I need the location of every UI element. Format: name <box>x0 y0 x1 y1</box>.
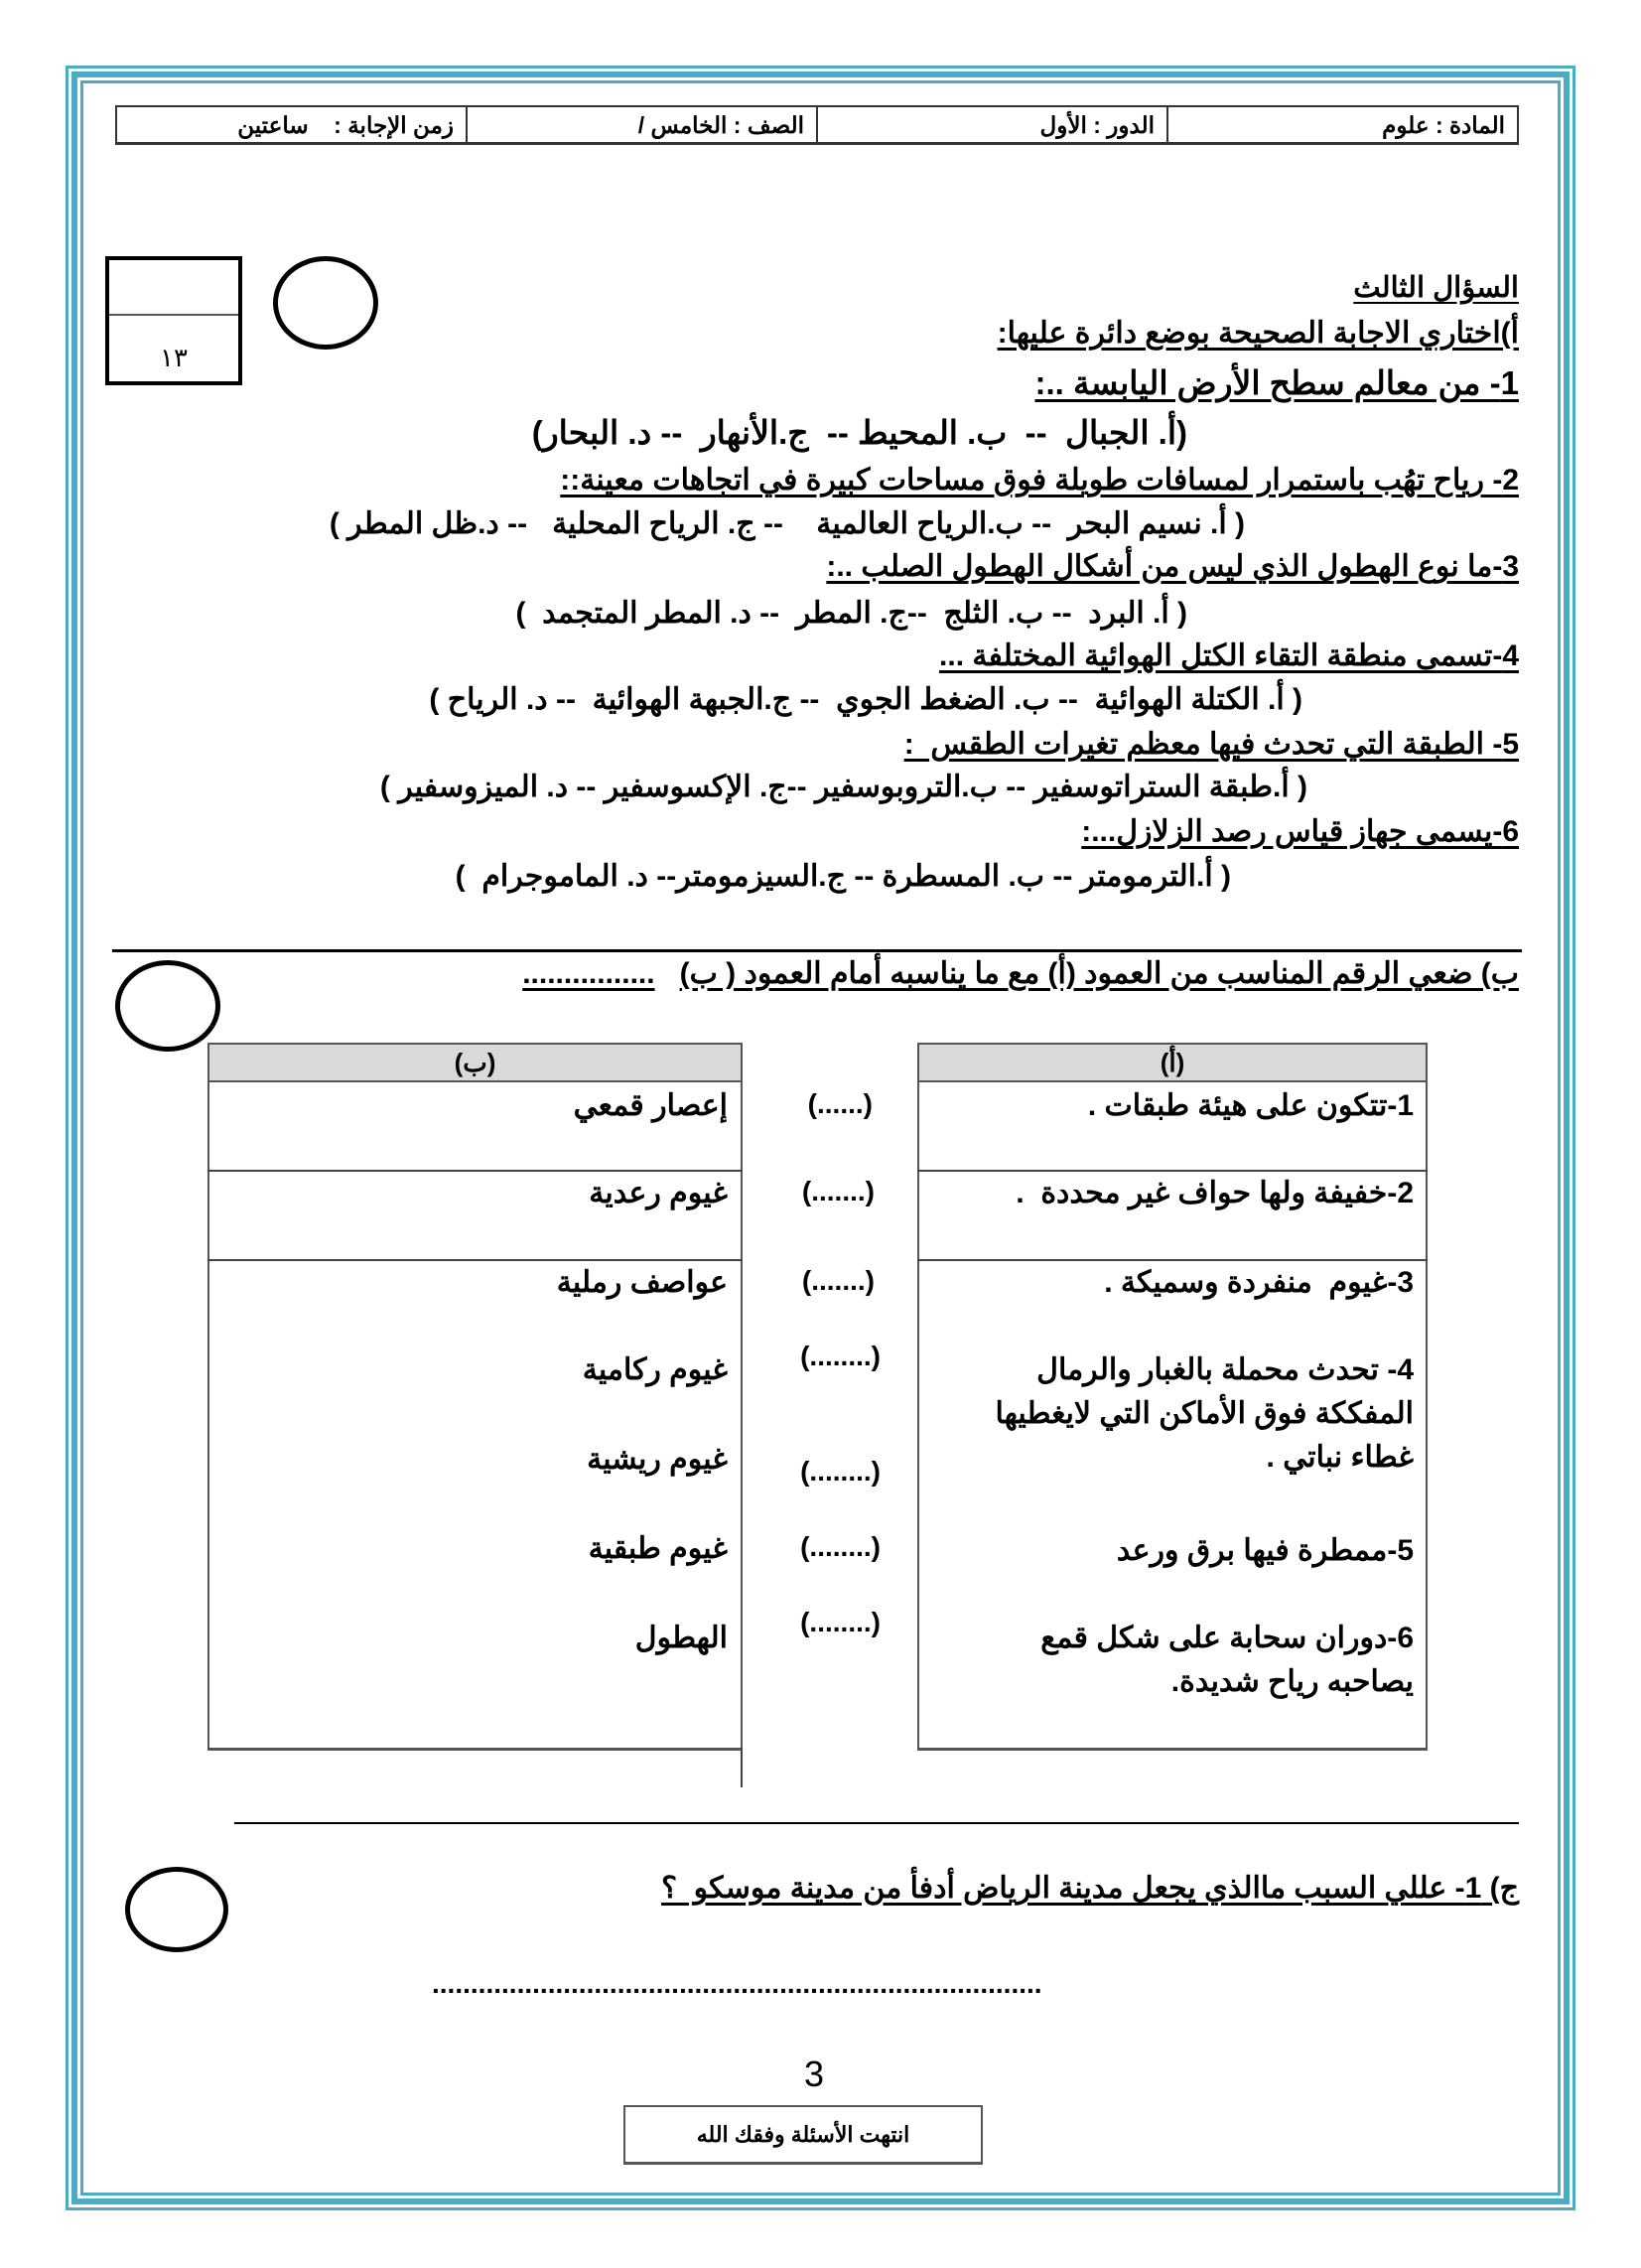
options-2[interactable]: ( أ. نسيم البحر -- ب.الرياح العالمية -- ج. الرياح المحلية -- د.ظل المطر ) <box>329 507 1245 540</box>
match-blank[interactable]: (........) <box>800 1341 881 1371</box>
column-a-item: 6-دوران سحابة على شكل قمع يصاحبه رياح شديدة. <box>1040 1622 1414 1698</box>
footer-box: انتهت الأسئلة وفقك الله <box>623 2105 983 2165</box>
match-blank[interactable]: (........) <box>800 1531 881 1562</box>
question-3: 3-ما نوع الهطول الذي ليس من أشكال الهطول الصلب ..: <box>826 550 1519 583</box>
section-divider <box>112 949 1522 952</box>
options-4[interactable]: ( أ. الكتلة الهوائية -- ب. الضغط الجوي -- ج.الجبهة الهوائية -- د. الرياح ) <box>429 683 1302 716</box>
options-3[interactable]: ( أ. البرد -- ب. الثلج --ج. المطر -- د. المطر المتجمد ) <box>515 597 1187 630</box>
part-c-question: ج) 1- عللي السبب ماالذي يجعل مدينة الرياض أدفأ من مدينة موسكو ؟ <box>661 1872 1519 1905</box>
column-b-item: غيوم ريشية <box>587 1443 728 1476</box>
round-field: الدور : الأول <box>816 107 1166 142</box>
options-5[interactable]: ( أ.طبقة الستراتوسفير -- ب.التروبوسفير --ج. الإكسوسفير -- د. الميزوسفير ) <box>379 771 1307 803</box>
column-a-item: 3-غيوم منفردة وسميكة . <box>1104 1266 1414 1299</box>
section-divider <box>234 1822 1519 1824</box>
question-2: 2- رياح تهُب باستمرار لمسافات طويلة فوق مساحات كبيرة في اتجاهات معينة:: <box>560 464 1519 496</box>
options-6[interactable]: ( أ.الترمومتر -- ب. المسطرة -- ج.السيزمومتر-- د. الماموجرام ) <box>455 860 1231 893</box>
match-blank[interactable]: (......) <box>807 1088 873 1119</box>
column-b-item: غيوم طبقية <box>588 1532 728 1565</box>
column-b-item: عواصف رملية <box>556 1266 728 1299</box>
column-a-header: (أ) <box>919 1045 1426 1082</box>
section-title: السؤال الثالث <box>1353 272 1519 304</box>
column-b-item: غيوم رعدية <box>589 1177 728 1209</box>
score-divider <box>109 314 238 316</box>
match-blank[interactable]: (.......) <box>801 1265 875 1296</box>
grade-circle-a[interactable] <box>273 256 378 350</box>
page-number: 3 <box>804 2054 825 2094</box>
grade-circle-b[interactable] <box>115 960 220 1052</box>
column-b-item: غيوم ركامية <box>582 1353 728 1386</box>
exam-header-table <box>115 105 1519 145</box>
subject-field: المادة : علوم <box>1166 107 1517 142</box>
column-b-item: إعصار قمعي <box>573 1089 728 1122</box>
match-blank[interactable]: (.......) <box>801 1176 875 1206</box>
question-6: 6-يسمى جهاز قياس رصد الزلازل...: <box>1081 815 1519 848</box>
question-1: 1- من معالم سطح الأرض اليابسة ..: <box>1034 364 1519 401</box>
part-a-instruction: أ)اختاري الاجابة الصحيحة بوضع دائرة عليها: <box>997 317 1519 350</box>
column-a-item: 4- تحدث محملة بالغبار والرمال المفككة فوق الأماكن التي لايغطيها غطاء نباتي . <box>995 1353 1414 1474</box>
part-b-instruction <box>522 956 1519 991</box>
grade-field: الصف : الخامس / <box>466 107 816 142</box>
column-b-extension-line <box>741 1748 743 1787</box>
score-box <box>105 256 242 385</box>
answer-line[interactable]: ............................................................................... <box>432 1968 1042 1999</box>
column-b-header: (ب) <box>209 1045 741 1082</box>
match-blank[interactable]: (........) <box>800 1607 881 1637</box>
question-4: 4-تسمى منطقة التقاء الكتل الهوائية المختلفة ... <box>939 639 1519 672</box>
column-a-item: 5-ممطرة فيها برق ورعد <box>1116 1534 1414 1567</box>
grade-circle-c[interactable] <box>125 1867 228 1952</box>
time-field: زمن الإجابة : ساعتين <box>237 112 454 138</box>
match-blank[interactable]: (........) <box>800 1456 881 1487</box>
part-b-instruction-text: ب) ضعي الرقم المناسب من العمود (أ) مع ما يناسبه أمام العمود ( ب) <box>679 957 1519 990</box>
options-1[interactable]: (أ. الجبال -- ب. المحيط -- ج.الأنهار -- د. البحار) <box>531 414 1187 451</box>
score-total: ١٣ <box>160 343 188 372</box>
part-b-blank[interactable]: ................ <box>522 957 655 990</box>
column-b-item: الهطول <box>634 1622 728 1654</box>
column-a-item: 2-خفيفة ولها حواف غير محددة . <box>1016 1177 1414 1209</box>
column-a-item: 1-تتكون على هيئة طبقات . <box>1087 1089 1414 1122</box>
question-5: 5- الطبقة التي تحدث فيها معظم تغيرات الطقس : <box>903 728 1519 761</box>
